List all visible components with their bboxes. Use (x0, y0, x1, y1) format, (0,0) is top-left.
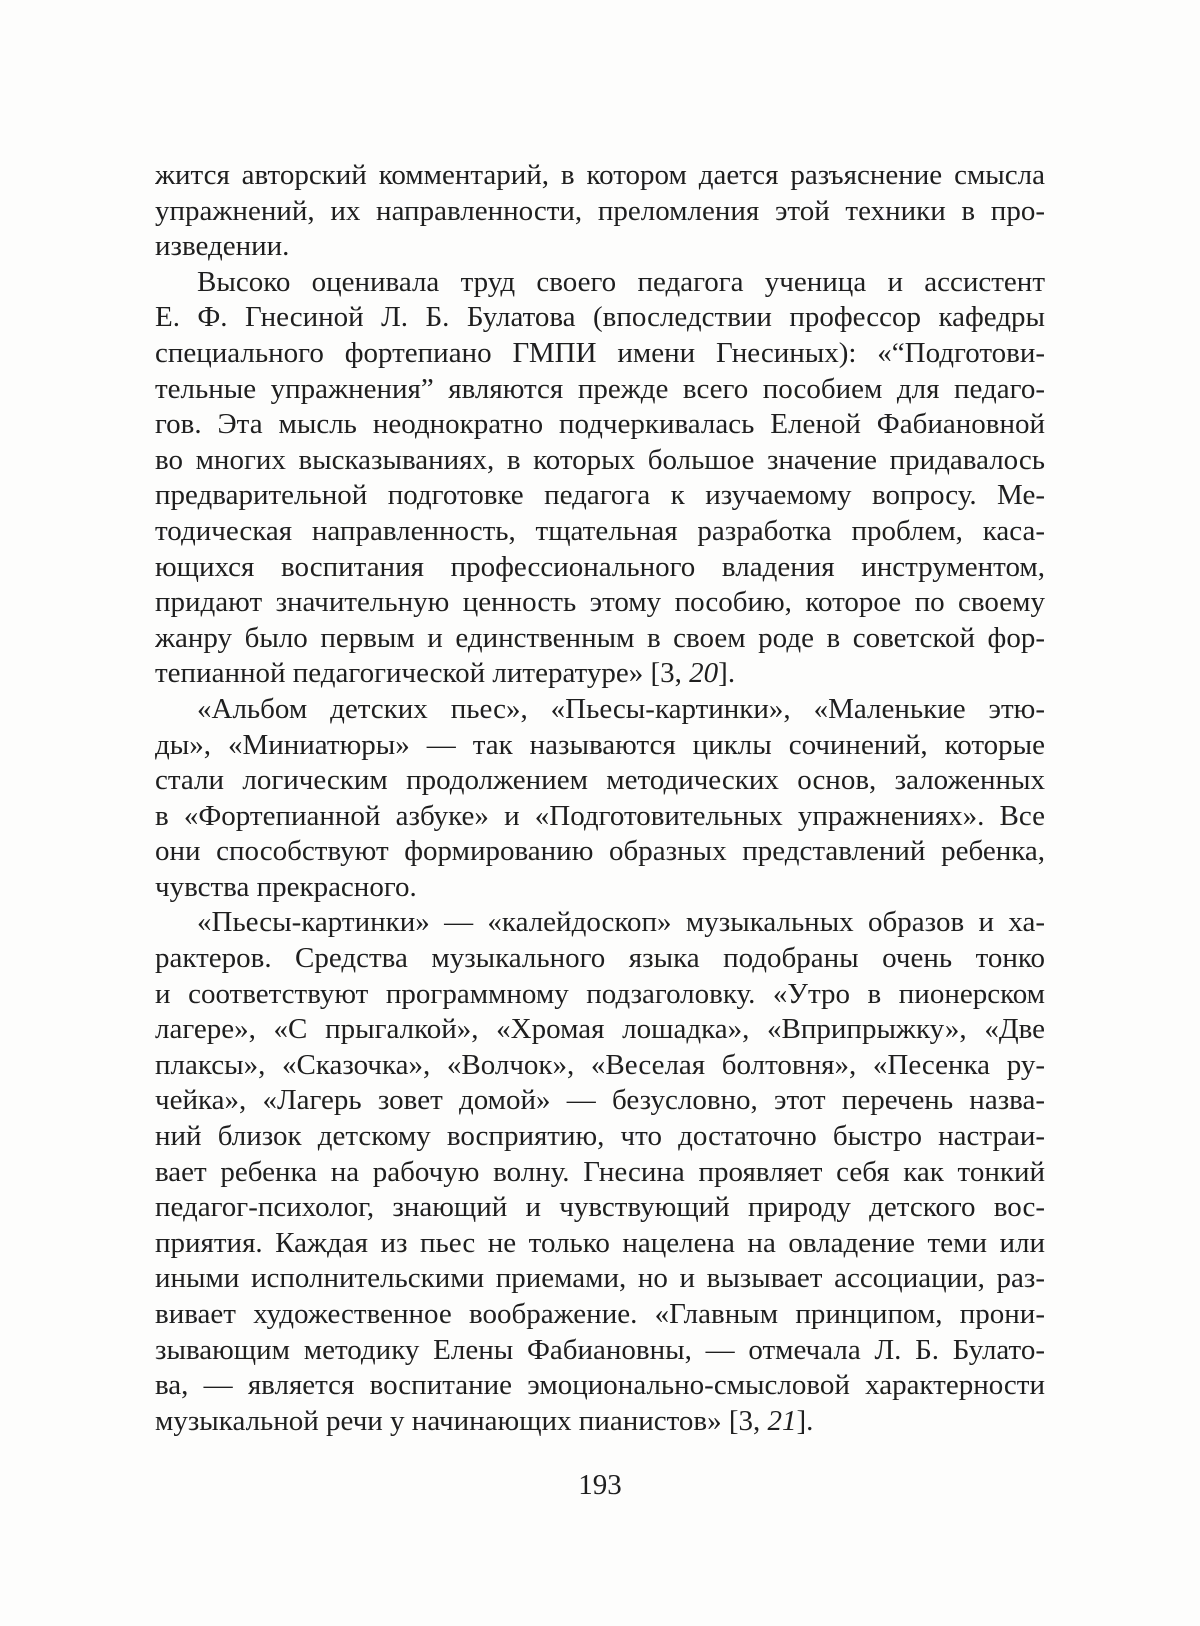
paragraph (155, 905, 1045, 1439)
citation-page-italic: 20 (689, 657, 719, 690)
text-line: педагог-психолог, знающий и чувствующий природу детского вос- (155, 1191, 1045, 1224)
text-line: ды», «Миниатюры» — так называются циклы сочинений, которые (155, 728, 1045, 761)
text-line: Е. Ф. Гнесиной Л. Б. Булатова (впоследствии профессор кафедры (155, 301, 1045, 334)
text-line: изведении. (155, 230, 290, 263)
text-line: зывающим методику Елены Фабиановны, — отмечала Л. Б. Булато- (155, 1333, 1045, 1366)
text-line: лагере», «С прыгалкой», «Хромая лошадка», «Вприпрыжку», «Две (155, 1013, 1045, 1046)
text-line: в «Фортепианной азбуке» и «Подготовительных упражнениях». Все (155, 799, 1045, 832)
text-line: придают значительную ценность этому пособию, которое по своему (155, 586, 1045, 619)
text-line: приятия. Каждая из пьес не только нацелена на овладение теми или (155, 1226, 1045, 1259)
text-line: иными исполнительскими приемами, но и вызывает ассоциации, раз- (155, 1262, 1045, 1295)
text-line: стали логическим продолжением методических основ, заложенных (155, 764, 1045, 797)
text-line: тепианной педагогической литературе» [3, 20]. (155, 657, 736, 690)
text-line: чувства прекрасного. (155, 870, 417, 903)
text-line: ва, — является воспитание эмоционально-смысловой характерности (155, 1369, 1045, 1402)
text-line: музыкальной речи у начинающих пианистов» [3, 21]. (155, 1404, 814, 1437)
paragraph (155, 158, 1045, 265)
text-line: вает ребенка на рабочую волну. Гнесина проявляет себя как тонкий (155, 1155, 1045, 1188)
text-line: они способствуют формированию образных представлений ребенка, (155, 835, 1045, 868)
text-line: тодическая направленность, тщательная разработка проблем, каса- (155, 514, 1045, 547)
text-line: ний близок детскому восприятию, что достаточно быстро настраи- (155, 1120, 1045, 1153)
page-text (155, 158, 1045, 1439)
text-line: «Альбом детских пьес», «Пьесы-картинки», «Маленькие этю- (197, 692, 1045, 725)
page-number: 193 (578, 1469, 622, 1501)
text-line: плаксы», «Сказочка», «Волчок», «Веселая болтовня», «Песенка ру- (155, 1048, 1045, 1081)
text-line: предварительной подготовке педагога к изучаемому вопросу. Ме- (155, 479, 1045, 512)
text-line: вивает художественное воображение. «Главным принципом, прони- (155, 1298, 1045, 1330)
paragraph (155, 265, 1045, 692)
text-line: чейка», «Лагерь зовет домой» — безусловно, этот перечень назва- (155, 1084, 1045, 1117)
paragraph (155, 692, 1045, 906)
text-line: упражнений, их направленности, преломления этой техники в про- (155, 194, 1045, 227)
text-line: жанру было первым и единственным в своем роде в советской фор- (155, 621, 1045, 654)
text-line: тельные упражнения” являются прежде всего пособием для педаго- (155, 372, 1045, 405)
citation-page-italic: 21 (767, 1404, 797, 1437)
text-line: и соответствуют программному подзаголовку. «Утро в пионерском (155, 977, 1045, 1010)
text-line: гов. Эта мысль неоднократно подчеркивалась Еленой Фабиановной (155, 408, 1045, 441)
text-line: рактеров. Средства музыкального языка подобраны очень тонко (155, 942, 1045, 975)
text-line: во многих высказываниях, в которых большое значение придавалось (155, 443, 1045, 476)
text-line: специального фортепиано ГМПИ имени Гнесиных): «“Подготови- (155, 336, 1045, 369)
text-line: Высоко оценивала труд своего педагога ученица и ассистент (197, 265, 1045, 298)
text-line: ющихся воспитания профессионального владения инструментом, (155, 550, 1045, 583)
text-line: «Пьесы-картинки» — «калейдоскоп» музыкальных образов и ха- (197, 906, 1045, 939)
text-line: жится авторский комментарий, в котором дается разъяснение смысла (155, 159, 1045, 191)
